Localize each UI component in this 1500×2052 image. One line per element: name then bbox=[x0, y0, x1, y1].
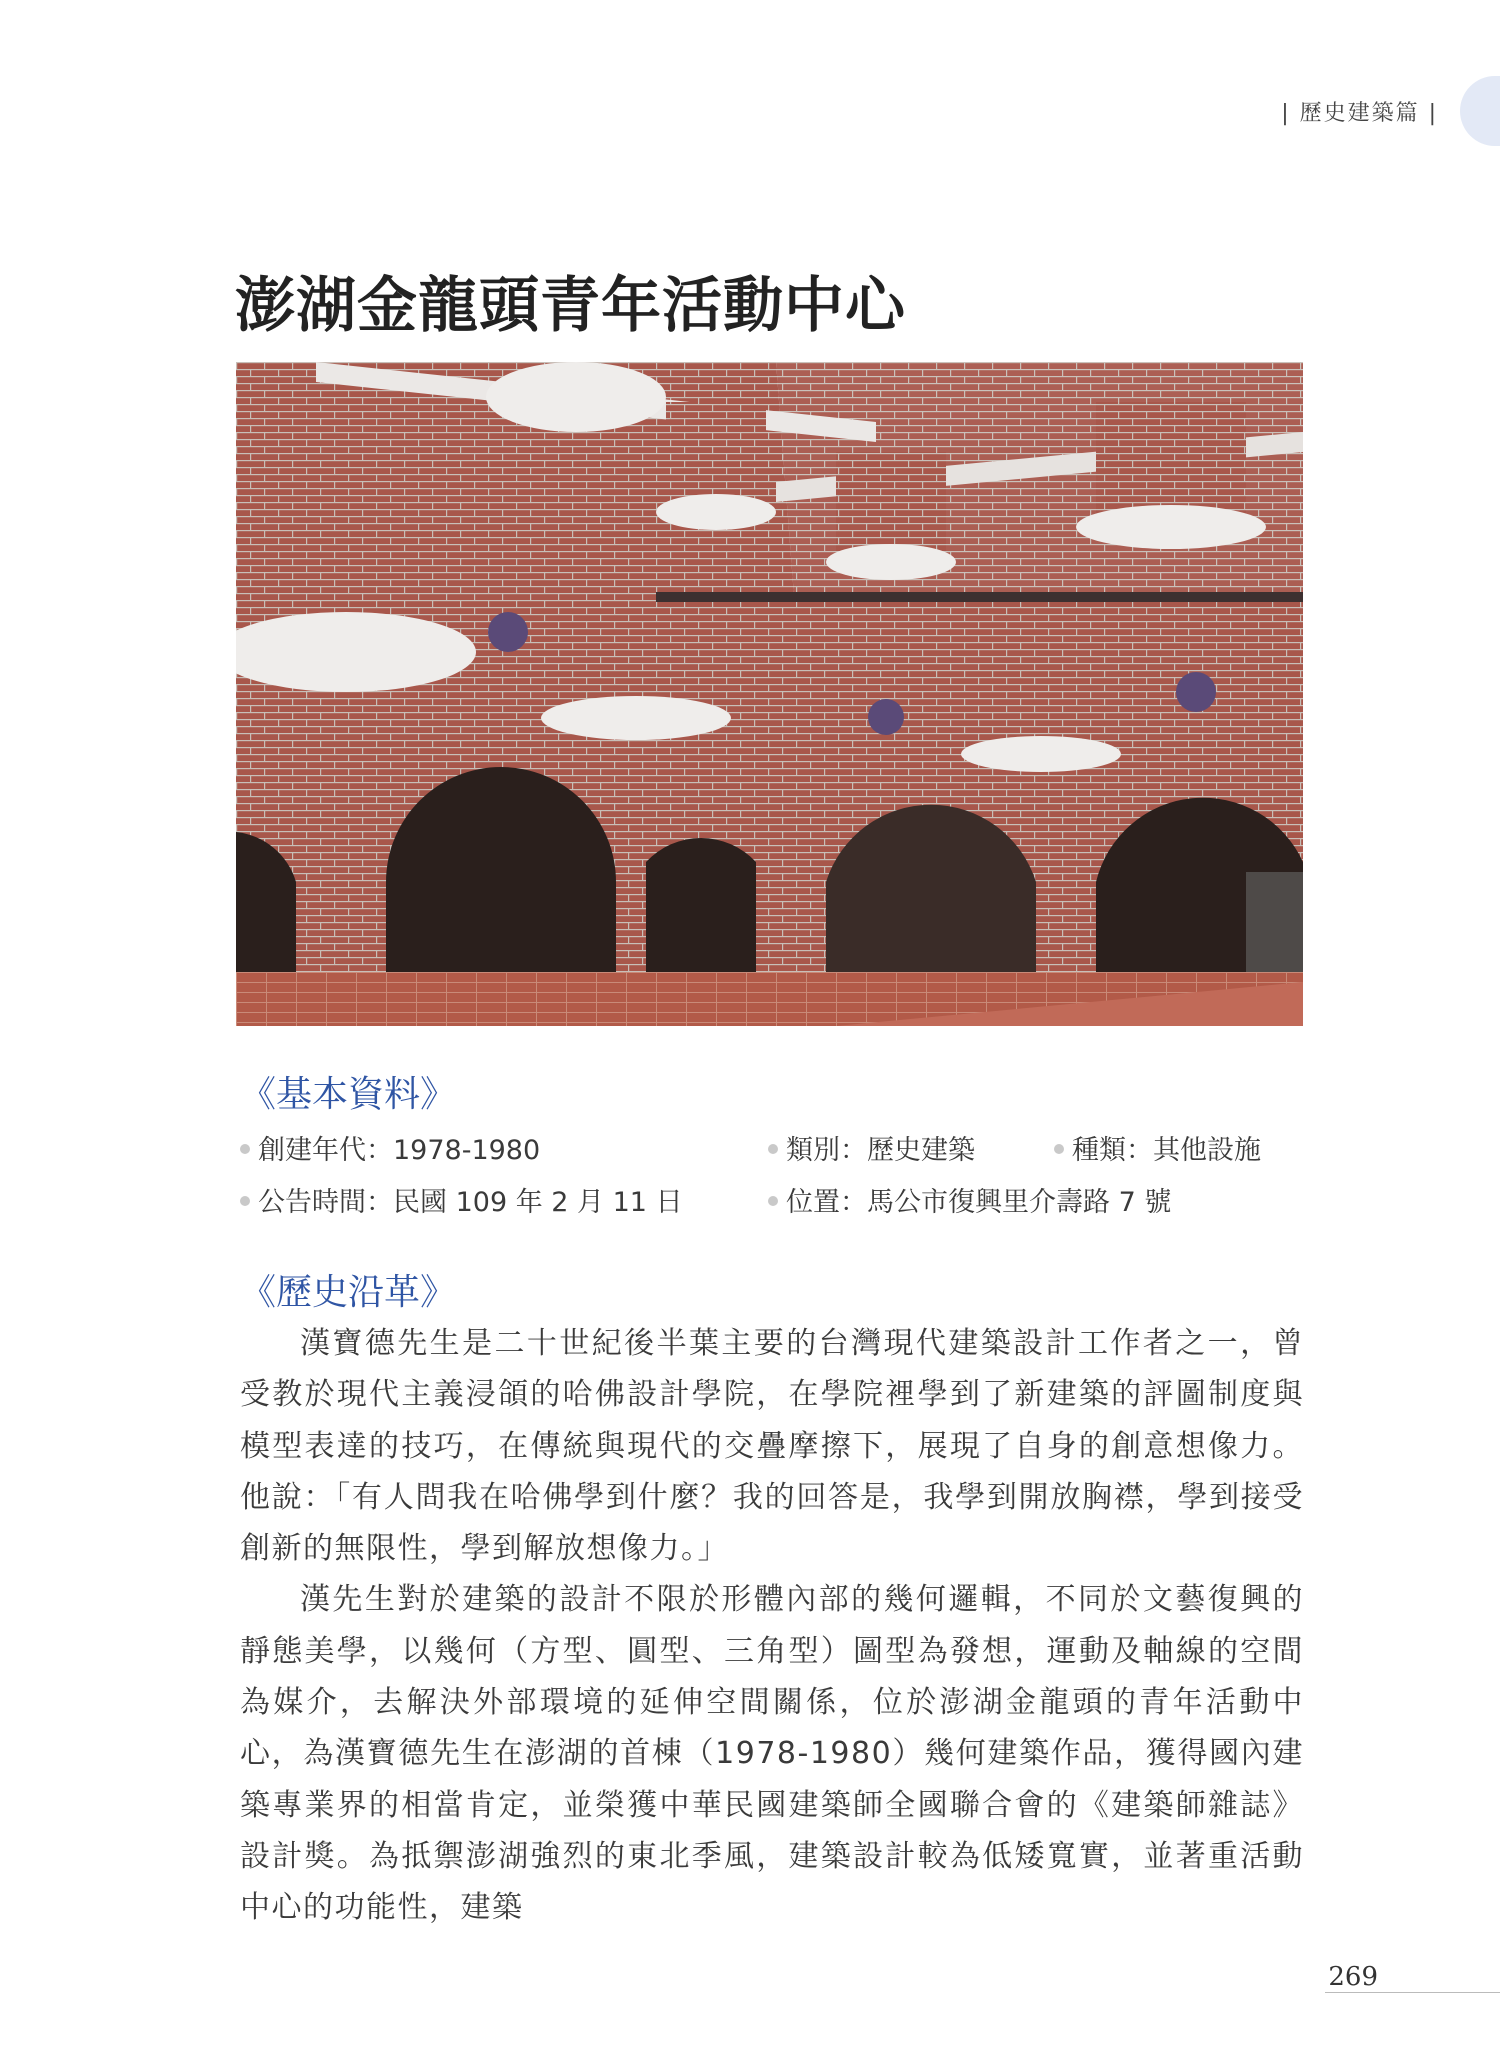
header-tab-decoration bbox=[1460, 76, 1500, 146]
basic-info-heading: 《基本資料》 bbox=[240, 1074, 457, 1115]
page-title: 澎湖金龍頭青年活動中心 bbox=[235, 271, 906, 341]
category-text: 類別：歷史建築 bbox=[786, 1135, 975, 1166]
bullet-dot bbox=[240, 1196, 250, 1206]
section-header-label: | 歷史建築篇 | bbox=[1281, 101, 1438, 126]
page-number-rule bbox=[1325, 1992, 1500, 1993]
type-text: 種類：其他設施 bbox=[1072, 1135, 1261, 1166]
building-photo bbox=[236, 362, 1303, 1026]
location-item bbox=[768, 1180, 1171, 1219]
built-period-text: 創建年代：1978-1980 bbox=[258, 1135, 541, 1166]
location-text: 位置：馬公市復興里介壽路 7 號 bbox=[786, 1187, 1172, 1218]
bullet-dot bbox=[1054, 1144, 1064, 1154]
history-heading: 《歷史沿革》 bbox=[240, 1272, 457, 1313]
bullet-dot bbox=[240, 1144, 250, 1154]
announce-date-text: 公告時間：民國 109 年 2 月 11 日 bbox=[258, 1187, 683, 1218]
history-paragraph-1: 漢寶德先生是二十世紀後半葉主要的台灣現代建築設計工作者之一，曾受教於現代主義浸頜的哈佛設計學院，在學院裡學到了新建築的評圖制度與模型表達的技巧，在傳統與現代的交疊摩擦下，展現了自身的創意想像力。他說：「有人問我在哈佛學到什麼？我的回答是，我學到開放胸襟，學到接受創新的無限性，學到解放想像力。」 bbox=[240, 1326, 1304, 1567]
category-item bbox=[768, 1128, 975, 1167]
announce-date-item bbox=[240, 1180, 683, 1219]
bullet-dot bbox=[768, 1144, 778, 1154]
page-number: 269 bbox=[1328, 1962, 1378, 1992]
type-item bbox=[1054, 1128, 1261, 1167]
history-paragraph-2: 漢先生對於建築的設計不限於形體內部的幾何邏輯，不同於文藝復興的靜態美學，以幾何（方型、圓型、三角型）圖型為發想，運動及軸線的空間為媒介，去解決外部環境的延伸空間關係，位於澎湖金龍頭的青年活動中心，為漢寶德先生在澎湖的首棟（1978-1980）幾何建築作品，獲得國內建築專業界的相當肯定，並榮獲中華民國建築師全國聯合會的《建築師雜誌》設計獎。為抵禦澎湖強烈的東北季風，建築設計較為低矮寬實，並著重活動中心的功能性，建築 bbox=[240, 1582, 1304, 1926]
bullet-dot bbox=[768, 1196, 778, 1206]
built-period-item bbox=[240, 1128, 540, 1167]
history-body bbox=[240, 1318, 1304, 1934]
